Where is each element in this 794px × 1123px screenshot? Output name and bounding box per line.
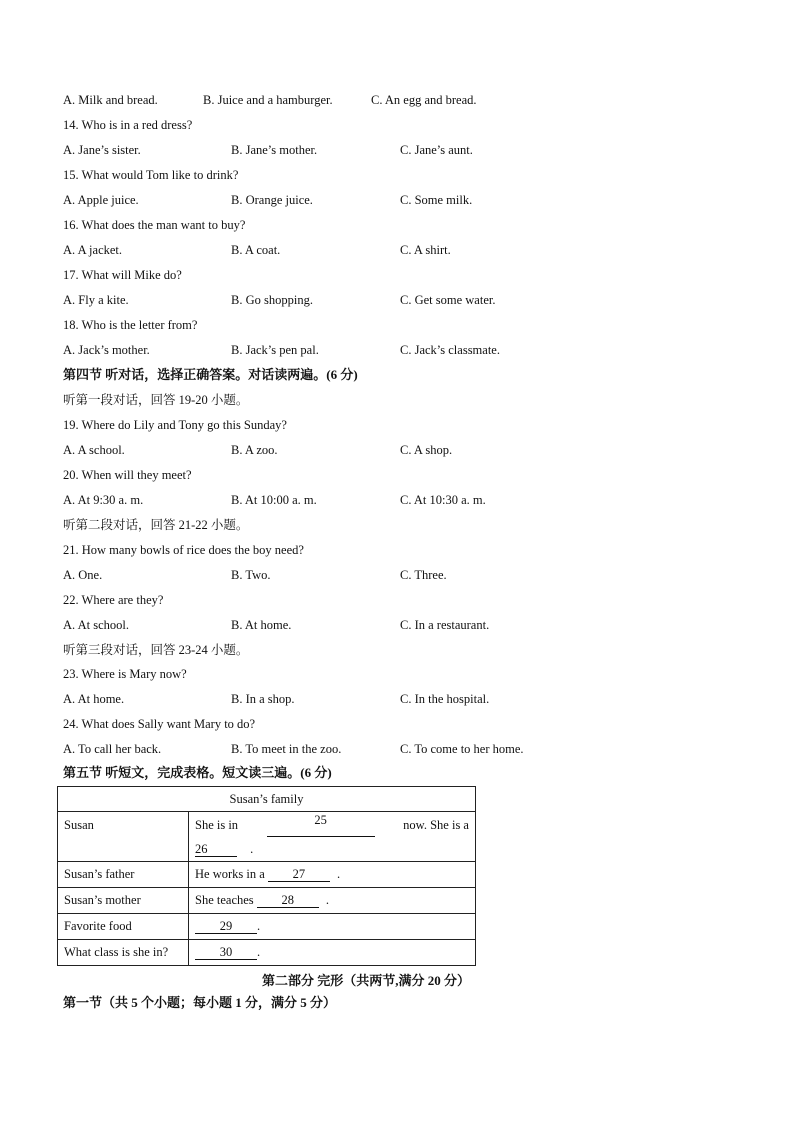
q18-option-c: C. Jack’s classmate. [400, 343, 500, 357]
table-row [58, 862, 476, 888]
susan-pre-text: She is in [195, 818, 239, 832]
q19-option-b: B. A zoo. [231, 443, 278, 457]
section-4-title: 第四节 听对话，选择正确答案。对话读两遍。(6 分) [63, 367, 358, 382]
blank-29[interactable]: 29 [195, 919, 257, 934]
q14-option-a: A. Jane’s sister. [63, 143, 141, 157]
table-row [58, 914, 476, 940]
q13-option-c: C. An egg and bread. [371, 93, 477, 107]
blank-27[interactable]: 27 [268, 867, 330, 882]
q18-option-a: A. Jack’s mother. [63, 343, 150, 357]
q14-option-c: C. Jane’s aunt. [400, 143, 473, 157]
table-row [58, 888, 476, 914]
q17-option-b: B. Go shopping. [231, 293, 313, 307]
q15-option-a: A. Apple juice. [63, 193, 139, 207]
mother-post-text: . [325, 893, 330, 907]
q23-option-c: C. In the hospital. [400, 692, 490, 706]
section-5-title: 第五节 听短文，完成表格。短文读三遍。(6 分) [63, 765, 332, 780]
question-20: 20. When will they meet? [63, 468, 192, 482]
q23-option-a: A. At home. [63, 692, 125, 706]
susan-family-table [57, 786, 476, 966]
question-16: 16. What does the man want to buy? [63, 218, 246, 232]
q15-option-b: B. Orange juice. [231, 193, 313, 207]
q14-option-b: B. Jane’s mother. [231, 143, 318, 157]
q19-option-a: A. A school. [63, 443, 125, 457]
row-label-class: What class is she in? [58, 940, 189, 966]
q20-option-c: C. At 10:30 a. m. [400, 493, 486, 507]
row-value-food [189, 914, 476, 940]
question-23: 23. Where is Mary now? [63, 667, 187, 681]
row-label-susan: Susan [58, 812, 189, 862]
table-row [58, 812, 476, 862]
q20-option-b: B. At 10:00 a. m. [231, 493, 317, 507]
q24-option-a: A. To call her back. [63, 742, 162, 756]
question-17: 17. What will Mike do? [63, 268, 182, 282]
class-post-text: . [257, 945, 261, 959]
food-post-text: . [257, 919, 261, 933]
q21-option-c: C. Three. [400, 568, 447, 582]
q13-option-a: A. Milk and bread. [63, 93, 158, 107]
question-19: 19. Where do Lily and Tony go this Sunday? [63, 418, 287, 432]
row-value-class [189, 940, 476, 966]
row-value-susan [189, 812, 476, 862]
q22-option-b: B. At home. [231, 618, 292, 632]
susan-mid-text: now. She is a [403, 818, 469, 832]
q23-option-b: B. In a shop. [231, 692, 295, 706]
row-value-father [189, 862, 476, 888]
q22-option-a: A. At school. [63, 618, 129, 632]
blank-26[interactable]: 26 [195, 842, 237, 857]
question-24: 24. What does Sally want Mary to do? [63, 717, 256, 731]
question-18: 18. Who is the letter from? [63, 318, 198, 332]
q21-option-b: B. Two. [231, 568, 271, 582]
q15-option-c: C. Some milk. [400, 193, 473, 207]
q24-option-b: B. To meet in the zoo. [231, 742, 342, 756]
dialog-3-intro: 听第三段对话，回答 23-24 小题。 [63, 643, 249, 657]
q17-option-c: C. Get some water. [400, 293, 496, 307]
dialog-2-intro: 听第二段对话，回答 21-22 小题。 [63, 518, 249, 532]
q18-option-b: B. Jack’s pen pal. [231, 343, 319, 357]
part-2-title: 第二部分 完形（共两节,满分 20 分） [262, 973, 471, 988]
row-label-mother: Susan’s mother [58, 888, 189, 914]
q17-option-a: A. Fly a kite. [63, 293, 129, 307]
blank-25[interactable]: 25 [267, 813, 375, 837]
row-value-mother [189, 888, 476, 914]
mother-pre-text: She teaches [195, 893, 254, 907]
q19-option-c: C. A shop. [400, 443, 453, 457]
part-2-section-1-title: 第一节（共 5 个小题；每小题 1 分，满分 5 分） [63, 995, 337, 1010]
row-label-food: Favorite food [58, 914, 189, 940]
question-14: 14. Who is in a red dress? [63, 118, 193, 132]
q13-option-b: B. Juice and a hamburger. [203, 93, 333, 107]
row-label-father: Susan’s father [58, 862, 189, 888]
dialog-1-intro: 听第一段对话，回答 19-20 小题。 [63, 393, 249, 407]
question-21: 21. How many bowls of rice does the boy need? [63, 543, 304, 557]
q24-option-c: C. To come to her home. [400, 742, 524, 756]
q22-option-c: C. In a restaurant. [400, 618, 490, 632]
father-pre-text: He works in a [195, 867, 265, 881]
q16-option-a: A. A jacket. [63, 243, 123, 257]
q20-option-a: A. At 9:30 a. m. [63, 493, 144, 507]
table-caption: Susan’s family [58, 787, 476, 812]
father-post-text: . [337, 867, 341, 881]
question-22: 22. Where are they? [63, 593, 164, 607]
table-row [58, 940, 476, 966]
susan-post-text: . [250, 842, 254, 856]
q16-option-b: B. A coat. [231, 243, 281, 257]
q21-option-a: A. One. [63, 568, 103, 582]
question-15: 15. What would Tom like to drink? [63, 168, 239, 182]
blank-30[interactable]: 30 [195, 945, 257, 960]
q16-option-c: C. A shirt. [400, 243, 451, 257]
blank-28[interactable]: 28 [257, 893, 319, 908]
